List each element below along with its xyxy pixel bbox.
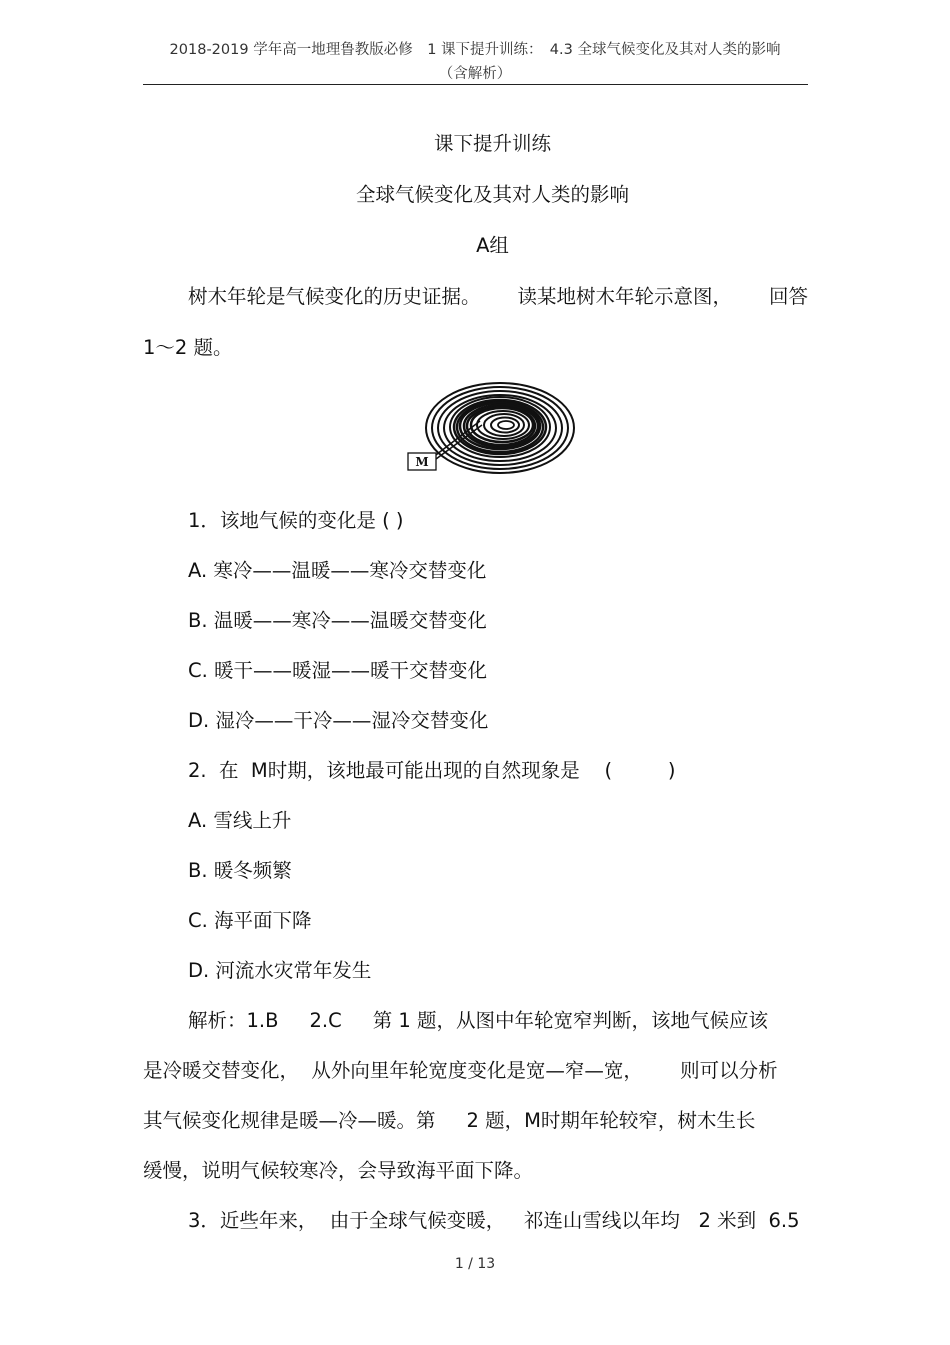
group-heading: A组	[476, 234, 509, 257]
intro-part-1: 树木年轮是气候变化的历史证据。	[188, 285, 481, 308]
question-1-stem: 1．该地气候的变化是 ( )	[188, 509, 404, 532]
intro-line-2: 1～2 题。	[143, 336, 233, 359]
question-2-option-a: A. 雪线上升	[188, 809, 292, 832]
question-2-option-c: C. 海平面下降	[188, 909, 312, 932]
intro-line-1	[188, 281, 808, 309]
question-1-option-a: A. 寒冷——温暖——寒冷交替变化	[188, 559, 487, 582]
question-1-option-b: B. 温暖——寒冷——温暖交替变化	[188, 609, 487, 632]
question-3-start: 3．近些年来， 由于全球气候变暖， 祁连山雪线以年均 2 米到 6.5	[188, 1209, 800, 1232]
page-subtitle: 全球气候变化及其对人类的影响	[355, 183, 629, 206]
header-title: 2018-2019 学年高一地理鲁教版必修 1 课下提升训练： 4.3 全球气候变化及其对人类的影响	[169, 42, 781, 58]
tree-ring-figure	[404, 382, 580, 480]
analysis-line-2: 是冷暖交替变化， 从外向里年轮宽度变化是宽—窄—宽， 则可以分析	[143, 1059, 778, 1082]
intro-part-2: 读某地树木年轮示意图，	[517, 285, 732, 308]
analysis-line-3: 其气候变化规律是暖—冷—暖。第 2 题，M时期年轮较窄，树木生长	[143, 1109, 756, 1132]
question-2-option-b: B. 暖冬频繁	[188, 859, 292, 882]
question-2-option-d: D. 河流水灾常年发生	[188, 959, 372, 982]
question-1-option-c: C. 暖干——暖湿——暖干交替变化	[188, 659, 488, 682]
header-rule	[143, 84, 808, 85]
question-1-option-d: D. 湿冷——干冷——湿冷交替变化	[188, 709, 489, 732]
analysis-line-1: 解析：1.B 2.C 第 1 题，从图中年轮宽窄判断，该地气候应该	[188, 1009, 768, 1032]
question-2-stem: 2. 在 M时期，该地最可能出现的自然现象是 ( )	[188, 759, 676, 782]
intro-part-3: 回答	[768, 285, 808, 308]
label-m: M	[415, 455, 429, 469]
analysis-line-4: 缓慢，说明气候较寒冷，会导致海平面下降。	[143, 1159, 534, 1182]
page-title: 课下提升训练	[433, 132, 551, 155]
header-subtitle: （含解析）	[438, 66, 512, 82]
page-number: 1 / 13	[454, 1256, 496, 1272]
